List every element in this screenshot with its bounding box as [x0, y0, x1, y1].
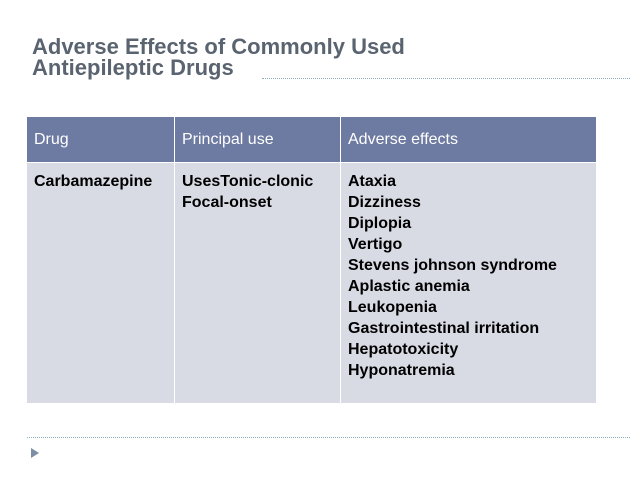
adverse-effect-item: Vertigo	[348, 236, 403, 253]
table-row	[27, 163, 596, 404]
adverse-effect-item: Gastrointestinal irritation	[348, 320, 540, 337]
adverse-effect-item: Aplastic anemia	[348, 278, 470, 295]
cell-principal-use	[175, 163, 341, 404]
slide-title-line-2: Antiepileptic Drugs	[32, 55, 234, 80]
header-drug: Drug	[27, 117, 175, 163]
adverse-effect-item: Hyponatremia	[348, 362, 455, 379]
drug-name: Carbamazepine	[34, 173, 153, 190]
adverse-effect-item: Ataxia	[348, 173, 397, 190]
drug-table	[27, 117, 596, 403]
triangle-bullet-icon	[31, 448, 39, 458]
title-divider	[262, 78, 630, 79]
adverse-effect-item: Dizziness	[348, 194, 421, 211]
slide-title-line-1: Adverse Effects of Commonly Used	[32, 34, 405, 59]
adverse-effect-item: Hepatotoxicity	[348, 341, 459, 358]
principal-use-item: Focal-onset	[182, 194, 272, 211]
header-principal-use: Principal use	[175, 117, 341, 163]
cell-adverse-effects	[341, 163, 597, 404]
adverse-effect-item: Leukopenia	[348, 299, 437, 316]
header-adverse-effects: Adverse effects	[341, 117, 597, 163]
principal-use-item: UsesTonic-clonic	[182, 173, 314, 190]
cell-drug	[27, 163, 175, 404]
adverse-effect-item: Diplopia	[348, 215, 412, 232]
drug-table-container	[27, 117, 596, 403]
footer-divider	[27, 437, 630, 438]
table-header-row	[27, 117, 596, 163]
slide-title	[32, 36, 592, 78]
adverse-effect-item: Stevens johnson syndrome	[348, 257, 557, 274]
